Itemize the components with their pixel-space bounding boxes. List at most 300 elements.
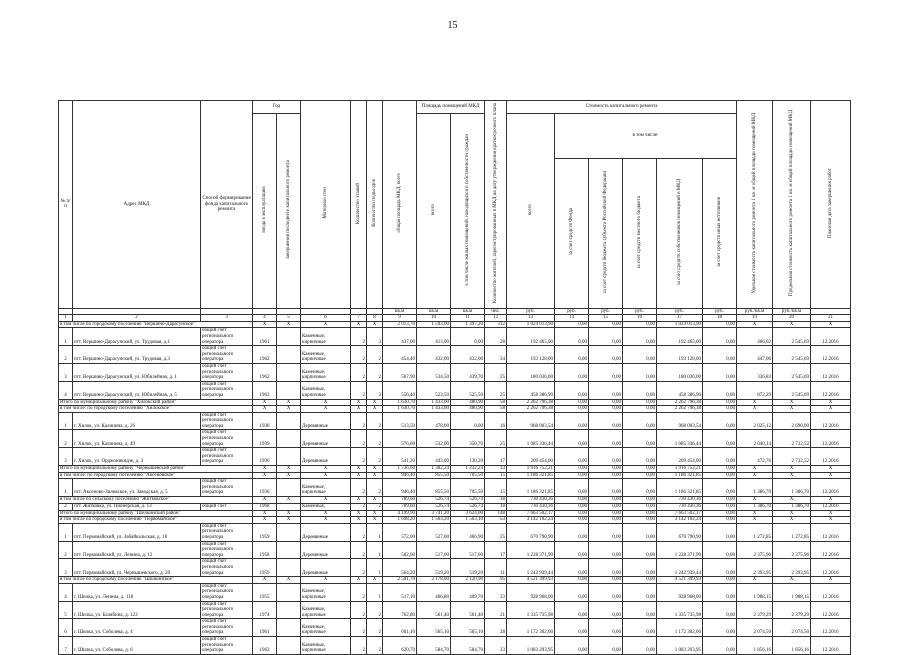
- row-value-cell: 0,00: [589, 559, 623, 577]
- col-address: Адрес МКД: [73, 101, 201, 309]
- column-number-cell: 6: [301, 315, 351, 322]
- row-value-cell: 21: [485, 601, 507, 619]
- page-number: 15: [447, 20, 458, 31]
- row-year-last-repair: [277, 381, 301, 399]
- row-floors: 2: [351, 559, 367, 577]
- row-value-cell: 1 335 735,98: [507, 601, 555, 619]
- row-value-cell: 1 272,85: [737, 523, 773, 541]
- row-value-cell: 0,00: [623, 619, 657, 637]
- row-address: г. Хилок, ул. Орджоникидзе, д. 3: [73, 448, 201, 466]
- unit-cell: руб.: [507, 308, 555, 315]
- row-value-cell: 12.2016: [811, 523, 851, 541]
- row-year-last-repair: [277, 430, 301, 448]
- row-value-cell: 336,83: [737, 363, 773, 381]
- row-address: г. Шилка, ул. Балябина, д. 123: [73, 601, 201, 619]
- row-value-cell: 1 083 293,95: [657, 637, 703, 655]
- row-value-cell: 0,00: [589, 601, 623, 619]
- col-fund: за счет средств Фонда: [555, 158, 589, 308]
- row-wall-material: Каменные, кирпичные: [301, 619, 351, 637]
- group-value-cell: 0,00: [703, 497, 737, 504]
- row-value-cell: 2 545,69: [773, 381, 811, 399]
- group-value-cell: X: [301, 577, 351, 584]
- row-year-last-repair: [277, 328, 301, 346]
- group-value-cell: 730 430,36: [657, 497, 703, 504]
- group-value-cell: 2 262 796,38: [657, 399, 703, 406]
- row-year-commission: 1962: [253, 637, 277, 655]
- row-value-cell: 12.2016: [811, 619, 851, 637]
- row-value-cell: 670 790,90: [507, 523, 555, 541]
- row-value-cell: 0,00: [589, 619, 623, 637]
- row-entrances: 2: [367, 430, 383, 448]
- row-value-cell: 17: [485, 541, 507, 559]
- group-value-cell: X: [367, 466, 383, 473]
- group-value-cell: 0,00: [589, 472, 623, 479]
- group-value-cell: 0,00: [623, 466, 657, 473]
- row-year-commission: 1936: [253, 479, 277, 497]
- unit-cell: руб.: [589, 308, 623, 315]
- group-value-cell: X: [301, 472, 351, 479]
- row-value-cell: 12.2016: [811, 583, 851, 601]
- row-number: 2: [59, 430, 73, 448]
- column-number-cell: 18: [703, 315, 737, 322]
- row-value-cell: 0,00: [555, 583, 589, 601]
- group-value-cell: 0,00: [703, 321, 737, 328]
- row-wall-material: Деревянные: [301, 448, 351, 466]
- row-value-cell: 0,00: [589, 583, 623, 601]
- group-value-cell: X: [737, 497, 773, 504]
- row-value-cell: 1 186 321,85: [507, 479, 555, 497]
- unit-cell: [811, 308, 851, 315]
- group-value-cell: 0,00: [623, 497, 657, 504]
- row-fund-method: общий счет регионального оператора: [201, 523, 253, 541]
- row-fund-method: общий счет регионального оператора: [201, 448, 253, 466]
- group-value-cell: 0,00: [589, 406, 623, 413]
- row-value-cell: 1 386,70: [737, 479, 773, 497]
- group-value-cell: X: [277, 399, 301, 406]
- row-floors: 2: [351, 601, 367, 619]
- group-value-cell: 1 024 013,90: [507, 321, 555, 328]
- column-number-cell: 5: [277, 315, 301, 322]
- table-row: [59, 541, 851, 559]
- col-wall: Материал стен: [301, 101, 351, 309]
- row-wall-material: Каменные, кирпичные: [301, 346, 351, 364]
- row-value-cell: 620,70: [383, 637, 417, 655]
- row-value-cell: 928 968,00: [507, 583, 555, 601]
- group-value-cell: 0,00: [703, 517, 737, 524]
- row-value-cell: 2 393,95: [737, 559, 773, 577]
- group-total-row: [59, 517, 851, 524]
- group-value-cell: 1 563,20: [417, 517, 451, 524]
- row-number: 3: [59, 559, 73, 577]
- group-value-cell: 7 663 502,17: [657, 510, 703, 517]
- row-fund-method: общий счет регионального оператора: [201, 412, 253, 430]
- col-method: Способ формирования фонда капитального ремонта: [201, 101, 253, 309]
- group-value-cell: X: [277, 472, 301, 479]
- group-value-cell: X: [773, 517, 811, 524]
- row-value-cell: 130,20: [451, 448, 485, 466]
- column-number-cell: 8: [367, 315, 383, 322]
- row-value-cell: 541,20: [383, 448, 417, 466]
- row-value-cell: 0,00: [623, 430, 657, 448]
- row-year-last-repair: [277, 346, 301, 364]
- row-address: пгт. Первомайский, ул. Забайкальская, д. 18: [73, 523, 201, 541]
- group-value-cell: 18: [485, 497, 507, 504]
- group-value-cell: X: [277, 517, 301, 524]
- unit-cell: руб.: [555, 308, 589, 315]
- row-value-cell: 0,00: [589, 412, 623, 430]
- group-value-cell: 0,00: [555, 472, 589, 479]
- group-value-cell: X: [253, 577, 277, 584]
- group-total-row: [59, 472, 851, 479]
- row-value-cell: 0,00: [703, 328, 737, 346]
- row-value-cell: 564,20: [383, 559, 417, 577]
- group-value-cell: 705,50: [451, 472, 485, 479]
- row-value-cell: 534,50: [417, 363, 451, 381]
- row-value-cell: 2 545,69: [773, 328, 811, 346]
- row-fund-method: общий счет регионального оператора: [201, 601, 253, 619]
- unit-cell: [367, 308, 383, 315]
- row-value-cell: 561,40: [451, 601, 485, 619]
- group-value-cell: X: [301, 406, 351, 413]
- row-value-cell: 2 375,96: [737, 541, 773, 559]
- row-value-cell: 25: [485, 523, 507, 541]
- row-value-cell: 28: [485, 328, 507, 346]
- unit-cell: [277, 308, 301, 315]
- row-value-cell: 478,00: [417, 412, 451, 430]
- column-number-cell: 21: [811, 315, 851, 322]
- row-value-cell: 0,00: [703, 412, 737, 430]
- group-value-cell: 2 262 796,38: [657, 406, 703, 413]
- row-value-cell: 2 732,52: [773, 430, 811, 448]
- row-value-cell: 2 074,50: [773, 619, 811, 637]
- table-row: [59, 637, 851, 655]
- row-entrances: 1: [367, 541, 383, 559]
- group-value-cell: 2 120,90: [451, 577, 485, 584]
- row-value-cell: 2 393,95: [773, 559, 811, 577]
- row-value-cell: 1 988,15: [773, 583, 811, 601]
- row-value-cell: 192 465,00: [657, 328, 703, 346]
- group-value-cell: X: [773, 466, 811, 473]
- group-value-cell: X: [367, 517, 383, 524]
- row-year-last-repair: [277, 559, 301, 577]
- group-value-cell: 33: [485, 466, 507, 473]
- group-label: Итого по муниципальному району "Хилокский район": [59, 399, 253, 406]
- row-value-cell: 1 083 293,95: [507, 637, 555, 655]
- group-value-cell: X: [367, 399, 383, 406]
- row-value-cell: 526,74: [417, 503, 451, 510]
- row-address: пгт. Вершино-Дарасунский, ул. Трудовая, д.3: [73, 346, 201, 364]
- row-value-cell: 209 454,00: [657, 448, 703, 466]
- row-value-cell: 1 228 371,90: [507, 541, 555, 559]
- row-value-cell: 0,00: [703, 601, 737, 619]
- group-value-cell: 1 433,00: [417, 406, 451, 413]
- row-floors: 2: [351, 346, 367, 364]
- row-entrances: 2: [367, 448, 383, 466]
- col-area-citizens: в том числе жилых помещений, находящихся в собственности граждан: [451, 114, 485, 309]
- row-value-cell: 0,00: [703, 381, 737, 399]
- group-value-cell: X: [301, 466, 351, 473]
- group-value-cell: 15: [485, 472, 507, 479]
- col-other: за счет средств иных источников: [703, 158, 737, 308]
- row-value-cell: 12.2016: [811, 541, 851, 559]
- row-entrances: 2: [367, 363, 383, 381]
- row-value-cell: 0,00: [589, 503, 623, 510]
- group-label: в том числе по городскому поселению "Шилкинское": [59, 577, 253, 584]
- row-value-cell: 0,00: [623, 448, 657, 466]
- group-value-cell: 58: [485, 399, 507, 406]
- row-year-commission: 1963: [253, 381, 277, 399]
- group-value-cell: 2 178,00: [417, 577, 451, 584]
- row-value-cell: 0,00: [589, 479, 623, 497]
- row-value-cell: 12.2016: [811, 479, 851, 497]
- group-value-cell: X: [737, 399, 773, 406]
- row-floors: 2: [351, 479, 367, 497]
- unit-cell: руб.: [623, 308, 657, 315]
- row-value-cell: 2 732,52: [773, 448, 811, 466]
- row-year-commission: 1974: [253, 601, 277, 619]
- row-value-cell: 1 856,16: [773, 637, 811, 655]
- table-row: [59, 559, 851, 577]
- row-value-cell: 12.2016: [811, 328, 851, 346]
- group-value-cell: 0,00: [703, 472, 737, 479]
- row-number: 4: [59, 583, 73, 601]
- row-wall-material: Деревянные: [301, 541, 351, 559]
- group-value-cell: X: [351, 466, 367, 473]
- group-value-cell: 0,00: [703, 406, 737, 413]
- row-year-last-repair: [277, 637, 301, 655]
- row-value-cell: 2 545,69: [773, 346, 811, 364]
- row-value-cell: 409,70: [451, 583, 485, 601]
- table-row: [59, 328, 851, 346]
- row-value-cell: 18: [485, 503, 507, 510]
- row-value-cell: 466,02: [737, 328, 773, 346]
- row-wall-material: Каменные, кирпичные: [301, 583, 351, 601]
- group-value-cell: 2 262 796,38: [507, 399, 555, 406]
- group-value-cell: 0,00: [555, 577, 589, 584]
- group-value-cell: X: [351, 472, 367, 479]
- group-value-cell: 0,00: [555, 517, 589, 524]
- row-value-cell: 23: [485, 583, 507, 601]
- group-value-cell: X: [301, 517, 351, 524]
- group-value-cell: 0,00: [589, 517, 623, 524]
- group-value-cell: X: [351, 577, 367, 584]
- row-entrances: 2: [367, 637, 383, 655]
- row-number: 1: [59, 523, 73, 541]
- row-value-cell: 0,00: [623, 541, 657, 559]
- col-planned-date: Плановая дата завершения работ: [811, 101, 851, 309]
- row-number: 3: [59, 448, 73, 466]
- group-value-cell: 1 736,60: [383, 466, 417, 473]
- group-value-cell: X: [811, 510, 851, 517]
- row-wall-material: Каменные, кирпичные: [301, 363, 351, 381]
- row-address: г. Хилок, ул. Калинина, д. 49: [73, 430, 201, 448]
- row-value-cell: 0,00: [703, 503, 737, 510]
- row-floors: 2: [351, 503, 367, 510]
- row-fund-method: общий счет регионального оператора: [201, 381, 253, 399]
- row-value-cell: 517,10: [383, 583, 417, 601]
- column-number-cell: 2: [73, 315, 201, 322]
- row-value-cell: 192 465,00: [507, 328, 555, 346]
- group-label: Итого по муниципальному району "Шилкинский район": [59, 510, 253, 517]
- row-address: пгт. Вершино-Дарасунский, ул. Трудовая, д.1: [73, 328, 201, 346]
- row-year-last-repair: [277, 363, 301, 381]
- group-value-cell: X: [301, 399, 351, 406]
- col-unit-cost: Удельная стоимость капитального ремонта 1 кв. м общей площади помещений МКД: [737, 101, 773, 309]
- row-floors: 2: [351, 523, 367, 541]
- row-value-cell: 193 128,00: [507, 346, 555, 364]
- repair-plan-table: [58, 100, 851, 655]
- row-value-cell: 0,00: [555, 637, 589, 655]
- row-value-cell: 1 242 939,44: [657, 559, 703, 577]
- row-value-cell: 872,29: [737, 381, 773, 399]
- col-cost-group: Стоимость капитального ремонта: [507, 101, 737, 114]
- unit-cell: руб./кв.м: [737, 308, 773, 315]
- group-value-cell: 0,00: [589, 510, 623, 517]
- column-number-cell: 3: [201, 315, 253, 322]
- row-value-cell: 519,20: [417, 559, 451, 577]
- row-value-cell: 432,00: [451, 346, 485, 364]
- row-number: 1: [59, 328, 73, 346]
- row-year-last-repair: [277, 601, 301, 619]
- group-total-row: [59, 577, 851, 584]
- row-value-cell: 0,00: [703, 541, 737, 559]
- group-value-cell: 0,00: [703, 510, 737, 517]
- group-total-row: [59, 399, 851, 406]
- row-value-cell: 556,40: [383, 381, 417, 399]
- row-value-cell: 0,00: [623, 503, 657, 510]
- row-year-last-repair: [277, 412, 301, 430]
- row-value-cell: 2 379,29: [737, 601, 773, 619]
- row-fund-method: общий счет регионального оператора: [201, 430, 253, 448]
- row-value-cell: 2 375,96: [773, 541, 811, 559]
- row-value-cell: 584,70: [451, 637, 485, 655]
- row-value-cell: 946,40: [383, 479, 417, 497]
- group-value-cell: X: [811, 577, 851, 584]
- row-number: 5: [59, 601, 73, 619]
- row-value-cell: 0,00: [555, 503, 589, 510]
- row-value-cell: 576,00: [383, 430, 417, 448]
- row-value-cell: 517,00: [451, 541, 485, 559]
- group-value-cell: 0,00: [589, 399, 623, 406]
- group-value-cell: X: [301, 321, 351, 328]
- col-year-last-repair: завершения последнего капитального ремонта: [277, 114, 301, 309]
- row-value-cell: 180 036,00: [507, 363, 555, 381]
- group-value-cell: X: [367, 577, 383, 584]
- row-value-cell: 34: [485, 346, 507, 364]
- row-wall-material: Деревянные: [301, 523, 351, 541]
- row-value-cell: 16: [485, 412, 507, 430]
- group-value-cell: X: [811, 497, 851, 504]
- group-value-cell: X: [737, 577, 773, 584]
- column-number-cell: 14: [555, 315, 589, 322]
- row-value-cell: 1 085 336,44: [507, 430, 555, 448]
- row-value-cell: 562,00: [383, 541, 417, 559]
- row-value-cell: 0,00: [623, 328, 657, 346]
- group-value-cell: 1 630,70: [383, 399, 417, 406]
- table-row: [59, 601, 851, 619]
- row-number: 1: [59, 412, 73, 430]
- row-wall-material: Каменные, кирпичные: [301, 479, 351, 497]
- row-wall-material: Каменные,: [301, 503, 351, 510]
- row-year-commission: 1962: [253, 346, 277, 364]
- group-value-cell: 1 232,24: [451, 466, 485, 473]
- group-value-cell: 3 142 102,24: [507, 517, 555, 524]
- row-value-cell: 0,00: [623, 637, 657, 655]
- group-value-cell: X: [301, 497, 351, 504]
- row-value-cell: 584,70: [417, 637, 451, 655]
- group-value-cell: 4 521 399,93: [507, 577, 555, 584]
- group-total-row: [59, 510, 851, 517]
- row-entrances: 2: [367, 479, 383, 497]
- unit-cell: [351, 308, 367, 315]
- group-value-cell: 2 262 796,38: [507, 406, 555, 413]
- group-value-cell: 789,60: [383, 497, 417, 504]
- row-value-cell: 567,90: [383, 363, 417, 381]
- group-value-cell: 1 630,70: [383, 406, 417, 413]
- row-value-cell: 532,00: [417, 430, 451, 448]
- row-value-cell: 350,70: [451, 430, 485, 448]
- row-value-cell: 0,00: [555, 479, 589, 497]
- group-value-cell: 58: [485, 406, 507, 413]
- group-value-cell: X: [253, 321, 277, 328]
- row-year-last-repair: [277, 503, 301, 510]
- group-value-cell: 0,00: [589, 497, 623, 504]
- row-value-cell: 12.2016: [811, 412, 851, 430]
- unit-cell: кв.м: [417, 308, 451, 315]
- group-value-cell: X: [253, 510, 277, 517]
- row-value-cell: 0,00: [703, 559, 737, 577]
- group-value-cell: X: [773, 321, 811, 328]
- row-value-cell: 15: [485, 479, 507, 497]
- row-value-cell: 180 036,00: [657, 363, 703, 381]
- group-label: в том числе: по городскому поселению "Хилокское": [59, 406, 253, 413]
- col-area-group: Площадь помещений МКД: [417, 101, 485, 114]
- row-value-cell: 1 335 735,98: [657, 601, 703, 619]
- row-value-cell: 2 545,69: [773, 363, 811, 381]
- group-value-cell: X: [811, 466, 851, 473]
- row-value-cell: 209 454,00: [507, 448, 555, 466]
- group-value-cell: 148: [485, 510, 507, 517]
- group-value-cell: X: [811, 321, 851, 328]
- group-value-cell: 2 501,70: [383, 577, 417, 584]
- row-value-cell: 28: [485, 619, 507, 637]
- row-value-cell: 1 242 939,44: [507, 559, 555, 577]
- table-row: [59, 619, 851, 637]
- group-value-cell: 0,00: [703, 577, 737, 584]
- column-number-cell: 12: [485, 315, 507, 322]
- row-wall-material: Каменные, кирпичные: [301, 381, 351, 399]
- row-value-cell: 472,76: [737, 448, 773, 466]
- row-address: пгт. Житковка, ул. Пионерская, д. 13: [73, 503, 201, 510]
- row-value-cell: 0,00: [589, 430, 623, 448]
- row-value-cell: 0,00: [555, 559, 589, 577]
- row-floors: 2: [351, 412, 367, 430]
- row-entrances: 2: [367, 346, 383, 364]
- group-value-cell: 3 741,20: [417, 510, 451, 517]
- group-value-cell: 2 013,70: [383, 321, 417, 328]
- row-fund-method: общий счет регионального оператора: [201, 583, 253, 601]
- row-entrances: 1: [367, 583, 383, 601]
- row-year-commission: 1961: [253, 619, 277, 637]
- group-value-cell: X: [351, 321, 367, 328]
- row-value-cell: 565,10: [451, 619, 485, 637]
- col-year-group: Год: [253, 101, 301, 114]
- group-value-cell: 0,00: [703, 466, 737, 473]
- row-value-cell: 527,00: [417, 523, 451, 541]
- group-value-cell: 1 024 013,90: [657, 321, 703, 328]
- row-value-cell: 0,00: [555, 328, 589, 346]
- row-value-cell: 789,60: [383, 503, 417, 510]
